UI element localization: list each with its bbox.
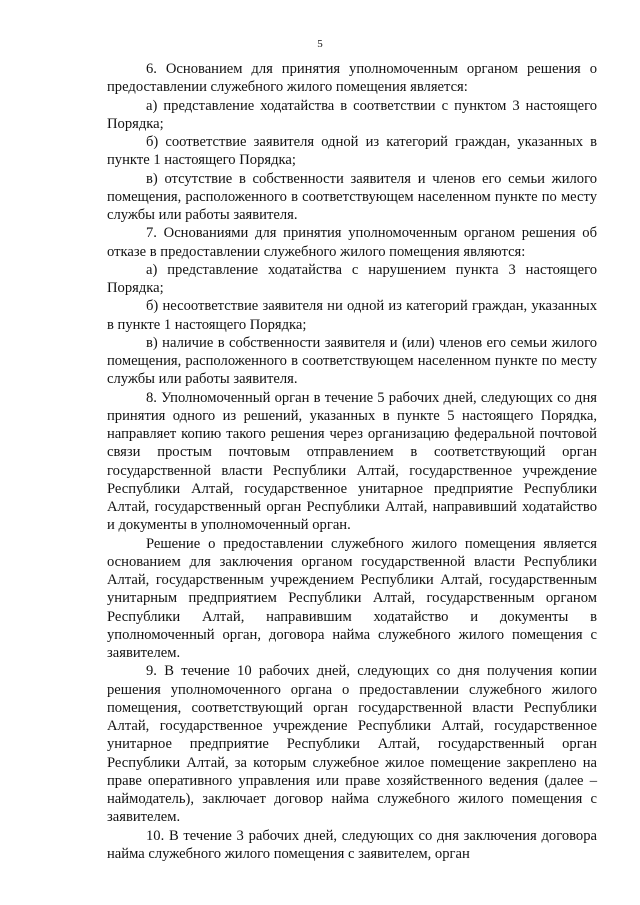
paragraph-8: 8. Уполномоченный орган в течение 5 рабочих дней, следующих со дня принятия одного из решений, указанных в пункте 5 настоящего Порядка, направляет копию такого решения через организацию федеральной почтовой связи простым почтовым отправлением в соответствующий орган государственной власти Республики Алтай, государственное учреждение Республики Алтай, государственное унитарное предприятие Республики Алтай, государственный орган Республики Алтай, направивший ходатайство и документы в уполномоченный орган. <box>107 389 597 534</box>
page-number: 5 <box>317 38 323 50</box>
paragraph-7a: а) представление ходатайства с нарушением пункта 3 настоящего Порядка; <box>107 261 597 296</box>
paragraph-6b: б) соответствие заявителя одной из категорий граждан, указанных в пункте 1 настоящего Порядка; <box>107 134 597 169</box>
paragraph-6: 6. Основанием для принятия уполномоченным органом решения о предоставлении служебного жилого помещения является: <box>107 61 597 96</box>
document-body <box>107 60 597 863</box>
paragraph-10: 10. В течение 3 рабочих дней, следующих со дня заключения договора найма служебного жилого помещения с заявителем, орган <box>107 827 597 862</box>
paragraph-8-decision: Решение о предоставлении служебного жилого помещения является основанием для заключения органом государственной власти Республики Алтай, государственным учреждением Республики Алтай, государственным унитарным предприятием Республики Алтай, государственным органом Республики Алтай, направившим ходатайство и документы в уполномоченный орган, договора найма служебного жилого помещения с заявителем. <box>107 535 597 661</box>
paragraph-6a: а) представление ходатайства в соответствии с пунктом 3 настоящего Порядка; <box>107 97 597 132</box>
paragraph-9: 9. В течение 10 рабочих дней, следующих со дня получения копии решения уполномоченного органа о предоставлении служебного жилого помещения, соответствующий орган государственной власти Республики Алтай, государственное учреждение Республики Алтай, государственное унитарное предприятие Республики Алтай, государственный орган Республики Алтай, за которым служебное жилое помещение закреплено на праве оперативного управления или праве хозяйственного ведения (далее – наймодатель), заключает договор найма служебного жилого помещения с заявителем. <box>107 663 597 826</box>
paragraph-7v: в) наличие в собственности заявителя и (или) членов его семьи жилого помещения, расположенного в соответствующем населенном пункте по месту службы или работы заявителя. <box>107 334 597 388</box>
paragraph-7b: б) несоответствие заявителя ни одной из категорий граждан, указанных в пункте 1 настоящего Порядка; <box>107 298 597 333</box>
paragraph-7: 7. Основаниями для принятия уполномоченным органом решения об отказе в предоставлении служебного жилого помещения являются: <box>107 225 597 260</box>
paragraph-6v: в) отсутствие в собственности заявителя и членов его семьи жилого помещения, расположенного в соответствующем населенном пункте по месту службы или работы заявителя. <box>107 170 597 223</box>
